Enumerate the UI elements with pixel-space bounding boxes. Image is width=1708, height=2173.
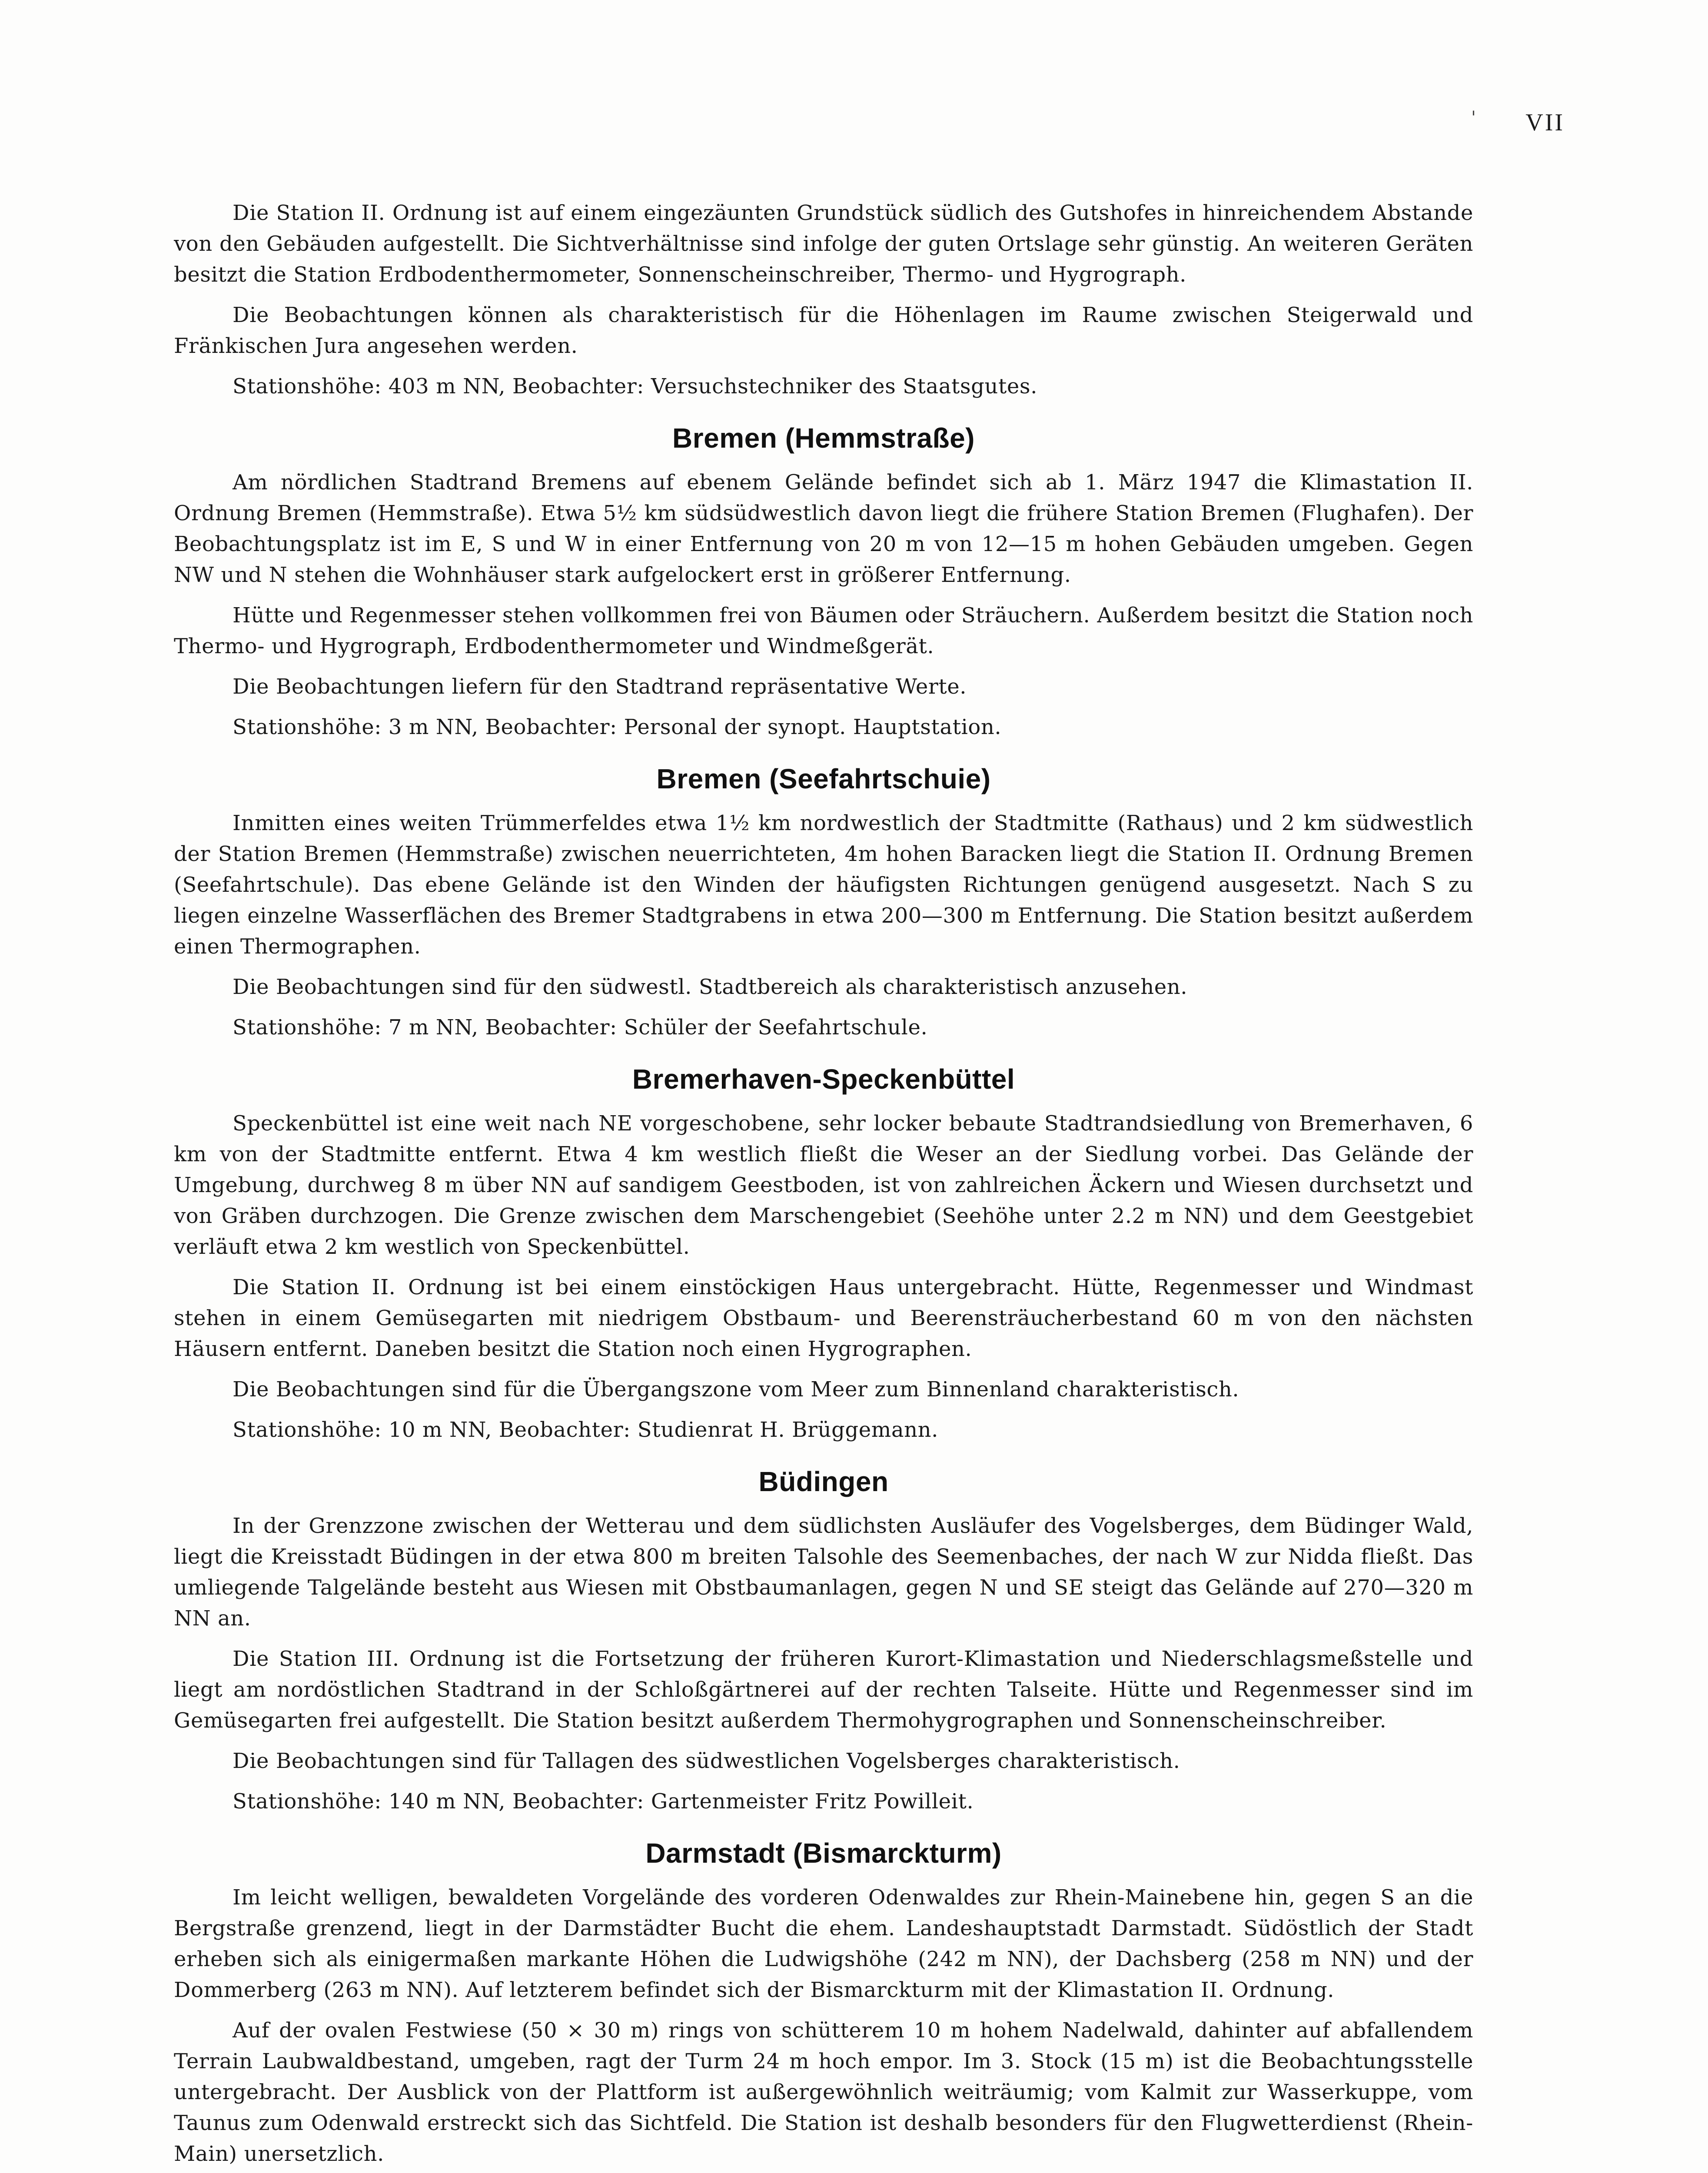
section-title-buedingen: Büdingen (758, 1466, 889, 1497)
paragraph: Auf der ovalen Festwiese (50 × 30 m) rings von schütterem 10 m hohem Nadelwald, dahinter auf abfallendem Terrain Laubwaldbestand, umgeben, ragt der Turm 24 m hoch empor. Im 3. Stock (15 m) ist die Beobachtungsstelle untergebracht. Der Ausblick von der Plattform ist außergewöhnlich weiträumig; vom Kalmit zur Wasserkuppe, vom Taunus zum Odenwald erstreckt sich das Sichtfeld. Die Station ist deshalb besonders für den Flugwetterdienst (Rhein-Main) unersetzlich. (174, 2018, 1473, 2166)
paragraph: Die Beobachtungen liefern für den Stadtrand repräsentative Werte. (233, 674, 967, 699)
paragraph: Die Beobachtungen sind für die Übergangszone vom Meer zum Binnenland charakteristisch. (233, 1377, 1239, 1402)
paragraph: In der Grenzzone zwischen der Wetterau und dem südlichsten Ausläufer des Vogelsberges, dem Büdinger Wald, liegt die Kreisstadt Büdingen in der etwa 800 m breiten Talsohle des Seemenbaches, der nach W zur Nidda fließt. Das umliegende Talgelände besteht aus Wiesen mit Obstbaumanlagen, gegen N und SE steigt das Gelände auf 270—320 m NN an. (174, 1514, 1473, 1631)
section-title-bremerhaven-speckenbuettel: Bremerhaven-Speckenbüttel (632, 1063, 1015, 1095)
margin-mark: ' (1471, 108, 1476, 128)
paragraph: Stationshöhe: 7 m NN, Beobachter: Schüler der Seefahrtschule. (233, 1015, 928, 1040)
paragraph: Die Beobachtungen können als charakteristisch für die Höhenlagen im Raume zwischen Steigerwald und Fränkischen Jura angesehen werden. (174, 303, 1473, 358)
paragraph: Im leicht welligen, bewaldeten Vorgelände des vorderen Odenwaldes zur Rhein-Mainebene hin, gegen S an die Bergstraße grenzend, liegt in der Darmstädter Bucht die ehem. Landeshauptstadt Darmstadt. Südöstlich der Stadt erheben sich als einigermaßen markante Höhen die Ludwigshöhe (242 m NN), der Dachsberg (258 m NN) und der Dommerberg (263 m NN). Auf letzterem befindet sich der Bismarckturm mit der Klimastation II. Ordnung. (174, 1885, 1473, 2002)
document-body (174, 198, 1473, 2173)
paragraph: Speckenbüttel ist eine weit nach NE vorgeschobene, sehr locker bebaute Stadtrandsiedlung von Bremerhaven, 6 km von der Stadtmitte entfernt. Etwa 4 km westlich fließt die Weser an der Siedlung vorbei. Das Gelände der Umgebung, durchweg 8 m über NN auf sandigem Geestboden, ist von zahlreichen Äckern und Wiesen durchsetzt und von Gräben durchzogen. Die Grenze zwischen dem Marschengebiet (Seehöhe unter 2.2 m NN) und dem Geestgebiet verläuft etwa 2 km westlich von Speckenbüttel. (174, 1111, 1473, 1259)
paragraph: Die Beobachtungen sind für Tallagen des südwestlichen Vogelsberges charakteristisch. (233, 1749, 1180, 1773)
paragraph: Stationshöhe: 403 m NN, Beobachter: Versuchstechniker des Staatsgutes. (233, 374, 1037, 399)
paragraph: Stationshöhe: 3 m NN, Beobachter: Personal der synopt. Hauptstation. (233, 715, 1002, 739)
paragraph: Hütte und Regenmesser stehen vollkommen frei von Bäumen oder Sträuchern. Außerdem besitzt die Station noch Thermo- und Hygrograph, Erdbodenthermometer und Windmeßgerät. (174, 603, 1473, 658)
paragraph: Die Beobachtungen sind für den südwestl. Stadtbereich als charakteristisch anzusehen. (233, 975, 1188, 999)
paragraph: Stationshöhe: 140 m NN, Beobachter: Gartenmeister Fritz Powilleit. (233, 1789, 974, 1814)
page-number: VII (1525, 109, 1565, 136)
paragraph: Die Station III. Ordnung ist die Fortsetzung der früheren Kurort-Klimastation und Niederschlagsmeßstelle und liegt am nordöstlichen Stadtrand in der Schloßgärtnerei auf der rechten Talseite. Hütte und Regenmesser sind im Gemüsegarten frei aufgestellt. Die Station besitzt außerdem Thermohygrographen und Sonnenscheinschreiber. (174, 1647, 1473, 1733)
paragraph: Am nördlichen Stadtrand Bremens auf ebenem Gelände befindet sich ab 1. März 1947 die Klimastation II. Ordnung Bremen (Hemmstraße). Etwa 5½ km südsüdwestlich davon liegt die frühere Station Bremen (Flughafen). Der Beobachtungsplatz ist im E, S und W in einer Entfernung von 20 m von 12—15 m hohen Gebäuden umgeben. Gegen NW und N stehen die Wohnhäuser stark aufgelockert erst in größerer Entfernung. (174, 470, 1473, 587)
paragraph: Die Station II. Ordnung ist bei einem einstöckigen Haus untergebracht. Hütte, Regenmesser und Windmast stehen in einem Gemüsegarten mit niedrigem Obstbaum- und Beerensträucherbestand 60 m von den nächsten Häusern entfernt. Daneben besitzt die Station noch einen Hygrographen. (174, 1275, 1473, 1361)
section-title-darmstadt-bismarckturm: Darmstadt (Bismarckturm) (645, 1837, 1002, 1869)
paragraph: Die Station II. Ordnung ist auf einem eingezäunten Grundstück südlich des Gutshofes in hinreichendem Abstande von den Gebäuden aufgestellt. Die Sichtverhältnisse sind infolge der guten Ortslage sehr günstig. An weiteren Geräten besitzt die Station Erdbodenthermometer, Sonnenscheinschreiber, Thermo- und Hygrograph. (174, 201, 1473, 287)
section-title-bremen-seefahrtschule: Bremen (Seefahrtschuie) (656, 763, 991, 794)
paragraph: Inmitten eines weiten Trümmerfeldes etwa 1½ km nordwestlich der Stadtmitte (Rathaus) und 2 km südwestlich der Station Bremen (Hemmstraße) zwischen neuerrichteten, 4m hohen Baracken liegt die Station II. Ordnung Bremen (Seefahrtschule). Das ebene Gelände ist den Winden der häufigsten Richtungen genügend ausgesetzt. Nach S zu liegen einzelne Wasserflächen des Bremer Stadtgrabens in etwa 200—300 m Entfernung. Die Station besitzt außerdem einen Thermographen. (174, 811, 1473, 959)
section-title-bremen-hemmstrasse: Bremen (Hemmstraße) (672, 422, 975, 454)
paragraph: Stationshöhe: 10 m NN, Beobachter: Studienrat H. Brüggemann. (233, 1418, 938, 1442)
